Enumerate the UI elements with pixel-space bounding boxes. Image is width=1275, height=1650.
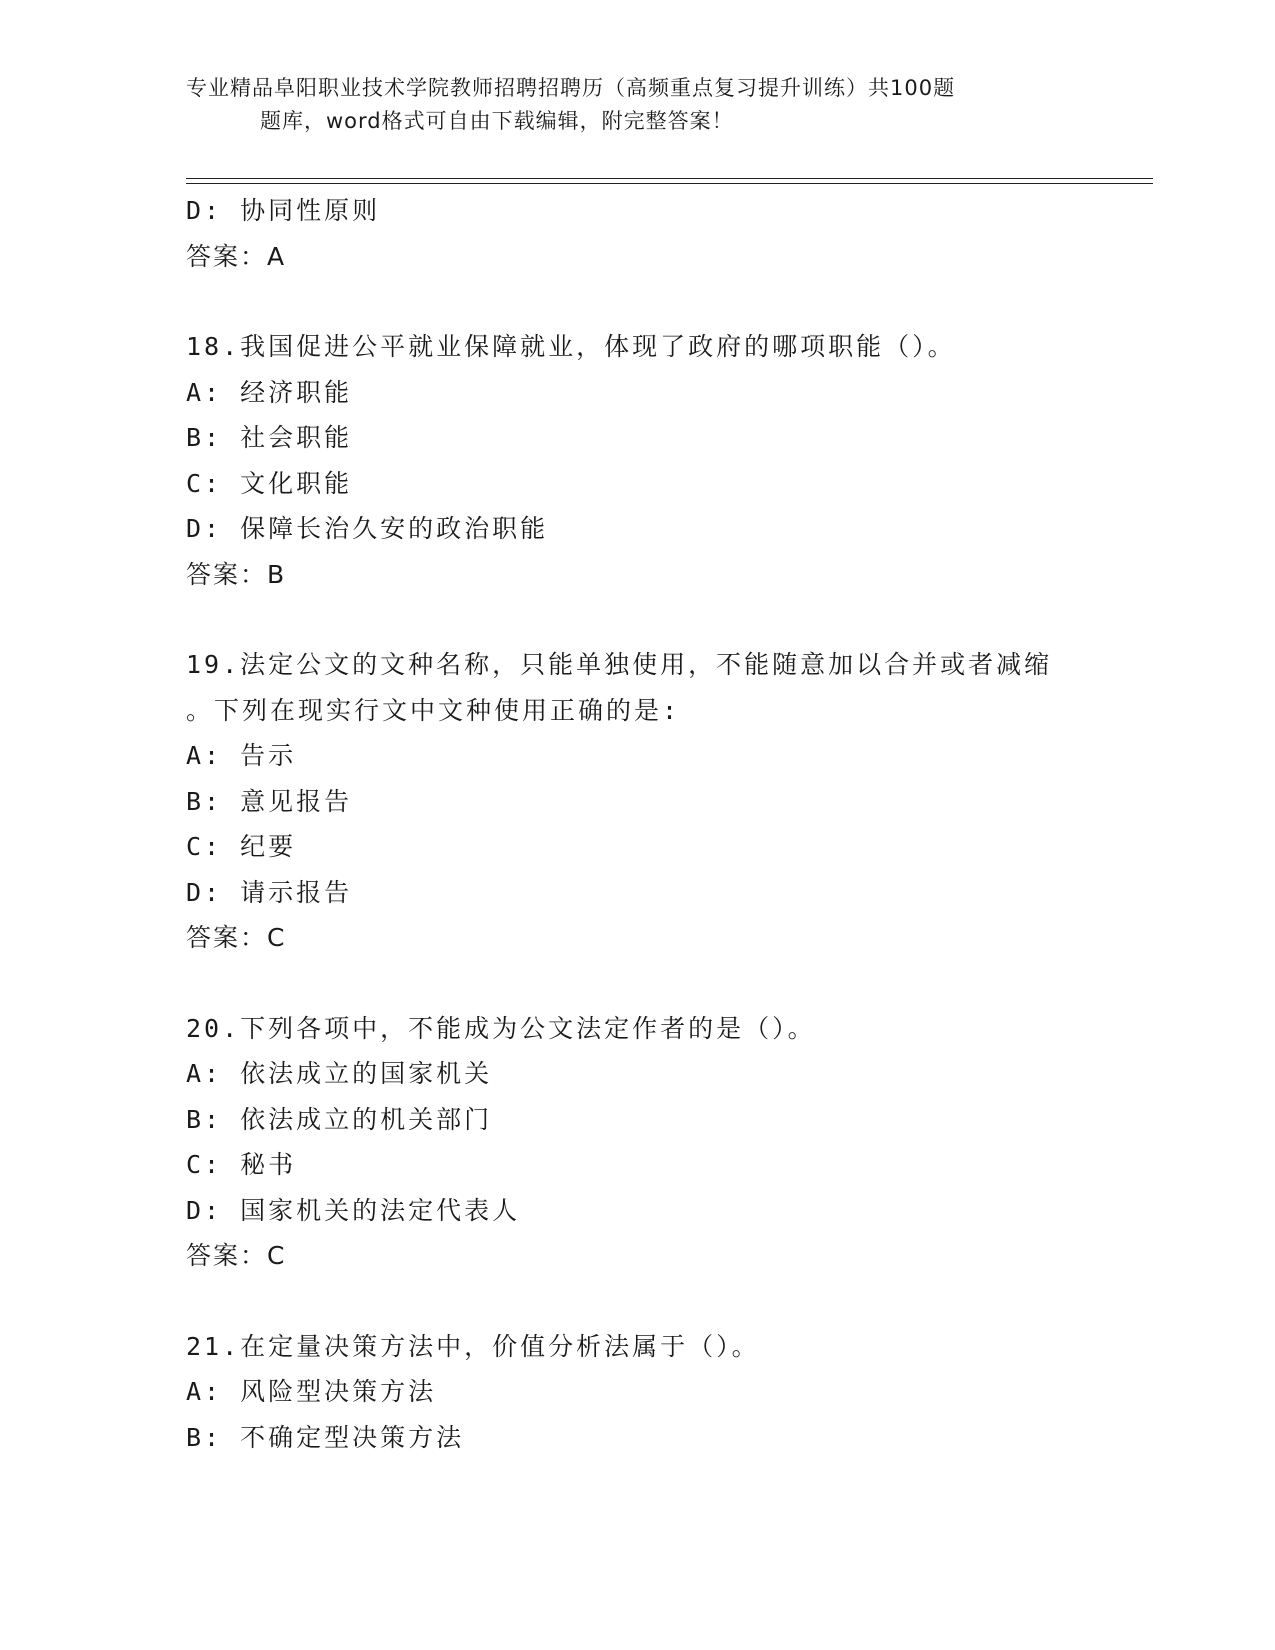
question-21 [186, 1324, 1106, 1461]
option-a: A: 经济职能 [186, 377, 353, 407]
spacer [186, 1279, 1106, 1324]
spacer [186, 597, 1106, 642]
option-d: D: 请示报告 [186, 877, 353, 907]
header-title-line-1: 专业精品阜阳职业技术学院教师招聘招聘历（高频重点复习提升训练）共100题 [186, 76, 956, 100]
spacer [186, 961, 1106, 1006]
question-stem: 21.在定量决策方法中，价值分析法属于（）。 [186, 1331, 760, 1361]
answer-line: 答案：C [186, 1241, 287, 1270]
header-divider-bottom [186, 183, 1153, 184]
option-b: B: 意见报告 [186, 786, 353, 816]
option-c: C: 文化职能 [186, 468, 353, 498]
question-stem: 18.我国促进公平就业保障就业，体现了政府的哪项职能（）。 [186, 332, 956, 361]
question-stem-continued: 。下列在现实行文中文种使用正确的是: [186, 695, 681, 725]
option-a: A: 依法成立的国家机关 [186, 1059, 493, 1088]
question-stem: 19.法定公文的文种名称，只能单独使用，不能随意加以合并或者减缩 [186, 650, 1053, 679]
header-divider-top [186, 178, 1153, 179]
answer-line: 答案：B [186, 559, 287, 589]
option-b: B: 社会职能 [186, 423, 353, 452]
question-list [186, 188, 1106, 1460]
page-header [186, 72, 1086, 138]
option-b: B: 不确定型决策方法 [186, 1422, 465, 1452]
option-a: A: 告示 [186, 741, 297, 770]
answer-line: 答案：A [186, 241, 287, 271]
option-c: C: 秘书 [186, 1150, 297, 1179]
option-b: B: 依法成立的机关部门 [186, 1104, 493, 1134]
question-20 [186, 1006, 1106, 1279]
header-title-line-2: 题库，word格式可自由下载编辑，附完整答案！ [260, 109, 734, 133]
question-19 [186, 642, 1106, 961]
option-c: C: 纪要 [186, 832, 297, 861]
option-d: D: 协同性原则 [186, 196, 381, 225]
answer-line: 答案：C [186, 923, 287, 952]
spacer [186, 279, 1106, 324]
option-d: D: 国家机关的法定代表人 [186, 1195, 521, 1225]
question-stem: 20.下列各项中，不能成为公文法定作者的是（）。 [186, 1013, 816, 1043]
option-d: D: 保障长治久安的政治职能 [186, 514, 549, 543]
option-a: A: 风险型决策方法 [186, 1377, 437, 1406]
question-18 [186, 324, 1106, 597]
